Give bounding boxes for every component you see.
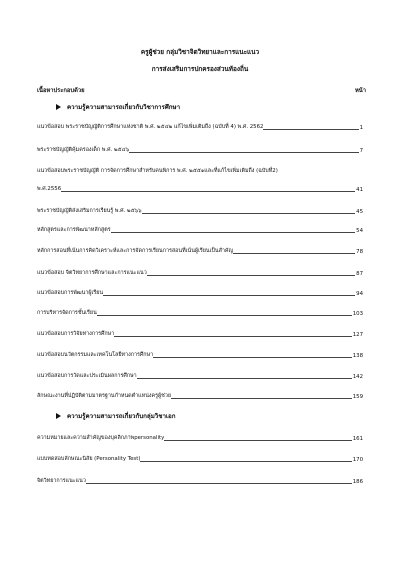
toc-entry-text: แนวข้อสอบพระราชบัญญัติ การจัดการศึกษาสำหรับคนพิการ พ.ศ. ๒๕๕๑และที่แก้ไขเพิ่มเติมถึง (ฉบับที่2) — [37, 168, 278, 174]
toc-entry-page: 138 — [352, 353, 363, 359]
document-title: ครูผู้ช่วย กลุ่มวิชาจิตวิทยาและการแนะแนว — [140, 48, 260, 56]
toc-entry-page: 161 — [352, 436, 363, 442]
arrow-bullet-icon — [56, 413, 61, 419]
toc-entry-text: แนวข้อสอบ พระราชบัญญัติการศึกษาแห่งชาติ พ.ศ. ๒๕๔๒ แก้ไขเพิ่มเติมถึง (ฉบับที่ 4) พ.ศ. 2562 — [37, 124, 264, 130]
toc-entry-text: หลักการสอนที่เน้นการคิดวิเคราะห์และการจัดการเรียนการสอนที่เน้นผู้เรียนเป็นสำคัญ — [37, 248, 234, 254]
document-subtitle: การส่งเสริมการปกครองส่วนท้องถิ่น — [151, 65, 249, 73]
toc-entry-page: 127 — [352, 332, 363, 338]
toc-entry-text: ความหมายและความสำคัญของบุคลิกภาพpersonality — [37, 435, 165, 441]
toc-entry-page: 41 — [356, 187, 363, 193]
toc-entry[interactable] — [37, 350, 363, 359]
toc-entry[interactable] — [37, 145, 363, 154]
toc-entry[interactable] — [37, 268, 363, 277]
toc-entry-text: หลักสูตรและการพัฒนาหลักสูตร — [37, 227, 111, 233]
toc-entry-page: 1 — [359, 125, 363, 131]
toc-entry-text: แนวข้อสอบการวัดและประเมินผลการศึกษา — [37, 373, 137, 379]
toc-entry[interactable] — [37, 288, 363, 297]
toc-entry[interactable] — [37, 166, 363, 175]
toc-entry[interactable] — [37, 206, 363, 215]
toc-entry[interactable] — [37, 329, 363, 338]
dotted-leader — [37, 191, 363, 192]
toc-entry[interactable] — [37, 476, 363, 485]
toc-entry-page: 7 — [359, 148, 363, 154]
section-heading-text: ความรู้ความสามารถเกี่ยวกับกลุ่มวิชาเอก — [67, 413, 176, 420]
toc-entry-page: 94 — [356, 291, 363, 297]
toc-entry-text: แนวข้อสอบ จิตวิทยาการศึกษาและการแนะแนว — [37, 270, 147, 276]
toc-entry-page: 142 — [352, 374, 363, 380]
toc-entry-page: 54 — [356, 228, 363, 234]
arrow-bullet-icon — [56, 104, 61, 110]
section-heading — [56, 102, 180, 112]
page-column-label: หน้า — [354, 88, 366, 94]
toc-entry[interactable] — [37, 391, 363, 400]
section-heading — [56, 411, 176, 421]
toc-entry-page: 45 — [356, 209, 363, 215]
toc-entry-page: 103 — [352, 311, 363, 317]
toc-entry-page: 159 — [352, 394, 363, 400]
toc-entry[interactable] — [37, 371, 363, 380]
section-heading-text: ความรู้ความสามารถเกี่ยวกับวิชาการศึกษา — [67, 104, 181, 111]
toc-entry-text: แนวข้อสอบนวัตกรรมและเทคโนโลยีทางการศึกษา — [37, 352, 154, 358]
toc-entry-page: 170 — [352, 457, 363, 463]
toc-entry-text: พ.ศ.2556 — [37, 186, 62, 192]
toc-entry[interactable] — [37, 454, 363, 463]
toc-entry[interactable] — [37, 246, 363, 255]
toc-entry-text: การบริหารจัดการชั้นเรียน — [37, 310, 97, 316]
toc-entry[interactable] — [37, 122, 363, 131]
toc-entry-text: แบบทดสอบลักษณะนิสัย (Personality Test) — [37, 456, 141, 462]
toc-entry-text: พระราชบัญญัติส่งเสริมการเรียนรู้ พ.ศ. ๒๕๖๖ — [37, 208, 142, 214]
toc-entry-page: 87 — [356, 271, 363, 277]
toc-entry[interactable] — [37, 433, 363, 442]
contents-label: เนื้อหาประกอบด้วย — [37, 88, 85, 94]
toc-entry[interactable] — [37, 308, 363, 317]
toc-entry-page: 186 — [352, 479, 363, 485]
toc-entry-text: พระราชบัญญัติคุ้มครองเด็ก พ.ศ. ๒๕๔๖ — [37, 147, 130, 153]
toc-entry[interactable] — [37, 225, 363, 234]
toc-entry[interactable] — [37, 184, 363, 193]
toc-entry-text: ลักษณะงานที่ปฏิบัติตามมาตรฐานกำหนดตำแหน่งครูผู้ช่วย — [37, 393, 172, 399]
toc-entry-text: แนวข้อสอบการพัฒนาผู้เรียน — [37, 290, 104, 296]
toc-entry-page: 78 — [356, 249, 363, 255]
toc-entry-text: แนวข้อสอบการวิจัยทางการศึกษา — [37, 331, 115, 337]
toc-entry-text: จิตวิทยาการแนะแนว — [37, 478, 86, 484]
